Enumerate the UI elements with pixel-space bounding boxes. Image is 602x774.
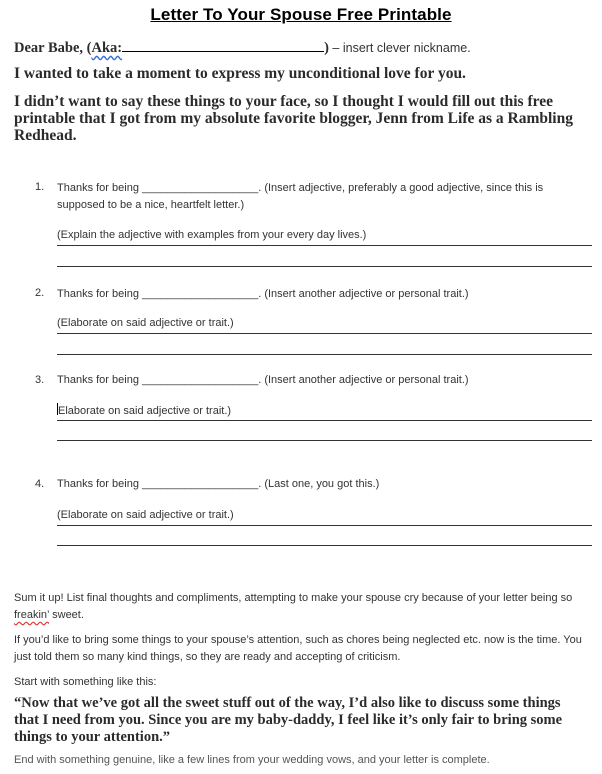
item-sub-text-3: Elaborate on said adjective or trait.) [58,405,232,417]
closing-line: End with something genuine, like a few lines from your wedding vows, and your letter is complete. [14,754,490,766]
greeting-close: ) [324,40,329,56]
item-sub-line-3[interactable] [57,403,592,421]
item-blank-line-3[interactable] [57,440,592,441]
document-title: Letter To Your Spouse Free Printable [150,5,452,24]
item-blank-line-4[interactable] [57,545,592,546]
item-blank-line-1[interactable] [57,266,592,267]
item-text-2: Thanks for being ___________________. (Insert another adjective or personal trait.) [57,288,469,300]
greeting-line [14,37,471,57]
greeting-aka: Aka: [91,40,123,56]
item-text-4: Thanks for being ___________________. (Last one, you got this.) [57,478,380,490]
item-blank-line-2[interactable] [57,354,592,355]
item-number-1: 1. [35,181,45,193]
sum-up-paragraph [14,590,594,624]
item-sub-line-4[interactable]: (Elaborate on said adjective or trait.) [57,508,592,526]
start-line: Start with something like this: [14,676,157,688]
nickname-blank[interactable] [122,37,324,52]
item-number-2: 2. [35,287,45,299]
item-text-3: Thanks for being ___________________. (Insert another adjective or personal trait.) [57,374,469,386]
sum-up-text: Sum it up! List final thoughts and compliments, attempting to make your spouse cry because of your letter being so [14,592,573,604]
item-sub-line-1[interactable]: (Explain the adjective with examples from your every day lives.) [57,228,592,246]
sample-quote: “Now that we’ve got all the sweet stuff out of the way, I’d also like to discuss some things that I need from you. Since you are my baby-daddy, I feel like it’s only fair to bring some things to your attention.” [14,695,563,745]
item-text-1: Thanks for being ___________________. (Insert adjective, preferably a good adjective, since this is supposed to be a nice, heartfelt letter.) [57,182,544,211]
item-number-4: 4. [35,478,45,490]
intro-paragraph: I wanted to take a moment to express my unconditional love for you. [14,65,466,82]
sum-up-end: sweet. [49,609,84,621]
sum-up-misspelled-word: freakin’ [14,609,50,621]
item-sub-line-2[interactable]: (Elaborate on said adjective or trait.) [57,316,592,334]
greeting-note: – insert clever nickname. [328,41,471,55]
intro-paragraph-2: I didn’t want to say these things to your face, so I thought I would fill out this free printable that I got from my absolute favorite blogger, Jenn from Life as a Rambling Redhead. [14,93,573,144]
greeting-prefix: Dear Babe, ( [14,40,92,56]
attention-paragraph: If you’d like to bring some things to your spouse’s attention, such as chores being neglected etc. now is the time. You just told them so many kind things, so they are ready and accepting of criticism. [14,634,582,663]
item-number-3: 3. [35,374,45,386]
